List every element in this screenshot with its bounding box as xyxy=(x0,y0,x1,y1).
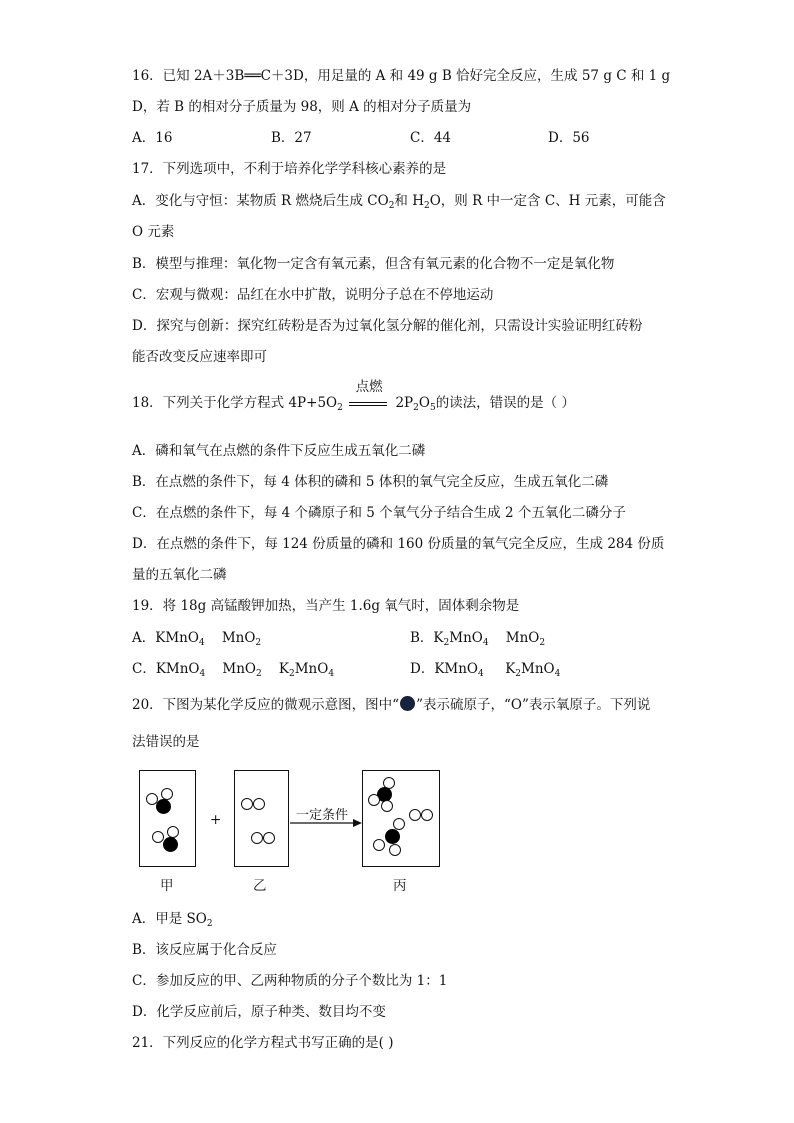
oxygen-atom-icon xyxy=(373,839,385,851)
reaction-condition-label: 一定条件 xyxy=(296,808,349,823)
oxygen-atom-icon xyxy=(381,800,393,812)
q20-option-a: A．甲是 $SO_2$ xyxy=(132,911,213,929)
oxygen-atom-icon xyxy=(409,809,421,821)
q16-option-b: B．27 xyxy=(271,130,312,146)
oxygen-atom-icon xyxy=(251,832,263,844)
q17-a-pre: A．变化与守恒：某物质 R 燃烧后生成 CO xyxy=(132,193,389,209)
q16-option-d: D．56 xyxy=(548,130,590,146)
label-bing: 丙 xyxy=(393,878,407,894)
plus-sign: + xyxy=(210,812,222,828)
q17-option-a: A．变化与守恒：某物质 R 燃烧后生成 $CO_2$和 $H_2O$，则 R 中一定含 C、H 元素，可能含 xyxy=(132,193,666,211)
q20-option-b: B．该反应属于化合反应 xyxy=(132,942,277,958)
q16-option-a: A．16 xyxy=(132,130,173,146)
q18-option-b: B．在点燃的条件下，每 4 体积的磷和 5 体积的氧气完全反应，生成五氧化二磷 xyxy=(132,474,609,490)
oxygen-atom-icon xyxy=(393,818,405,830)
q17-a-mid: 和 H xyxy=(394,193,424,209)
sulfur-atom-icon xyxy=(400,696,415,711)
sulfur-atom-icon xyxy=(156,799,171,814)
q18-product: 2P xyxy=(395,395,414,411)
oxygen-atom-icon xyxy=(253,798,265,810)
q17-stem: 17．下列选项中，不利于培养化学学科核心素养的是 xyxy=(132,161,447,177)
q19-option-a: A．KMnO$_4$ MnO$_2$ xyxy=(132,630,262,648)
oxygen-atom-icon xyxy=(421,809,433,821)
q20-option-c: C．参加反应的甲、乙两种物质的分子个数比为 1：1 xyxy=(132,973,448,989)
q20-stem: 20．下图为某化学反应的微观示意图，图中“ ”表示硫原子，“O”表示氧原子。下列说 xyxy=(132,697,651,713)
q17-a-post: O，则 R 中一定含 C、H 元素，可能含 xyxy=(429,193,666,209)
q16-line1: 16．已知 2A＋3B══C＋3D，用足量的 A 和 49 g B 恰好完全反应，生成 57 g C 和 1 g xyxy=(132,68,671,84)
reactant-jia-box xyxy=(139,770,196,867)
label-jia: 甲 xyxy=(160,878,174,894)
q19-option-c: C．KMnO$_4$ MnO$_2$ $K_2MnO_4$ xyxy=(132,661,335,679)
q17-option-b: B．模型与推理：氧化物一定含有氧元素，但含有氧元素的化合物不一定是氧化物 xyxy=(132,256,615,272)
reactant-yi-box xyxy=(234,770,289,867)
q20-stem-cont: 法错误的是 xyxy=(132,734,200,750)
q19-option-b: B．$K_2MnO_4$ MnO$_2$ xyxy=(410,630,546,648)
q18-stem-pre: 18．下列关于化学方程式 4P+5O xyxy=(132,395,338,411)
sulfur-atom-icon xyxy=(385,829,400,844)
oxygen-atom-icon xyxy=(368,794,380,806)
q17-option-d-cont: 能否改变反应速率即可 xyxy=(132,349,267,365)
q16-option-c: C．44 xyxy=(410,130,452,146)
oxygen-atom-icon xyxy=(152,831,164,843)
q19-stem: 19．将 18g 高锰酸钾加热，当产生 1.6g 氧气时，固体剩余物是 xyxy=(132,598,520,614)
product-bing-box xyxy=(362,770,440,867)
reaction-condition: 点燃 xyxy=(355,379,383,395)
oxygen-atom-icon xyxy=(389,844,401,856)
q21-stem: 21．下列反应的化学方程式书写正确的是( ) xyxy=(132,1035,394,1051)
oxygen-atom-icon xyxy=(241,798,253,810)
reaction-arrow-icon xyxy=(290,817,362,829)
q16-line2: D，若 B 的相对分子质量为 98，则 A 的相对分子质量为 xyxy=(132,99,472,115)
reaction-condition-sign xyxy=(347,379,391,412)
q18-option-c: C．在点燃的条件下，每 4 个磷原子和 5 个氧气分子结合生成 2 个五氧化二磷分子 xyxy=(132,505,626,521)
q18-stem-post: 的读法，错误的是（ ） xyxy=(435,395,575,411)
q17-option-c: C．宏观与微观：品红在水中扩散，说明分子总在不停地运动 xyxy=(132,287,494,303)
q19-option-d: D．KMnO$_4$ $K_2MnO_4$ xyxy=(410,661,561,679)
sulfur-atom-icon xyxy=(163,837,178,852)
q18-option-d: D．在点燃的条件下，每 124 份质量的磷和 160 份质量的氧气完全反应，生成 284 份质 xyxy=(132,536,665,552)
label-yi: 乙 xyxy=(253,878,267,894)
oxygen-atom-icon xyxy=(263,832,275,844)
q18-option-a: A．磷和氧气在点燃的条件下反应生成五氧化二磷 xyxy=(132,443,426,459)
q17-option-a-cont: O 元素 xyxy=(132,224,175,240)
q17-option-d: D．探究与创新：探究红砖粉是否为过氧化氢分解的催化剂，只需设计实验证明红砖粉 xyxy=(132,318,643,334)
q18-stem: 18．下列关于化学方程式 $4P+5O_2$ 点燃 $2P_2O_5$的读法，错误的是（ ） xyxy=(132,379,575,413)
q18-option-d-cont: 量的五氧化二磷 xyxy=(132,567,227,583)
q20-option-d: D．化学反应前后，原子种类、数目均不变 xyxy=(132,1004,386,1020)
